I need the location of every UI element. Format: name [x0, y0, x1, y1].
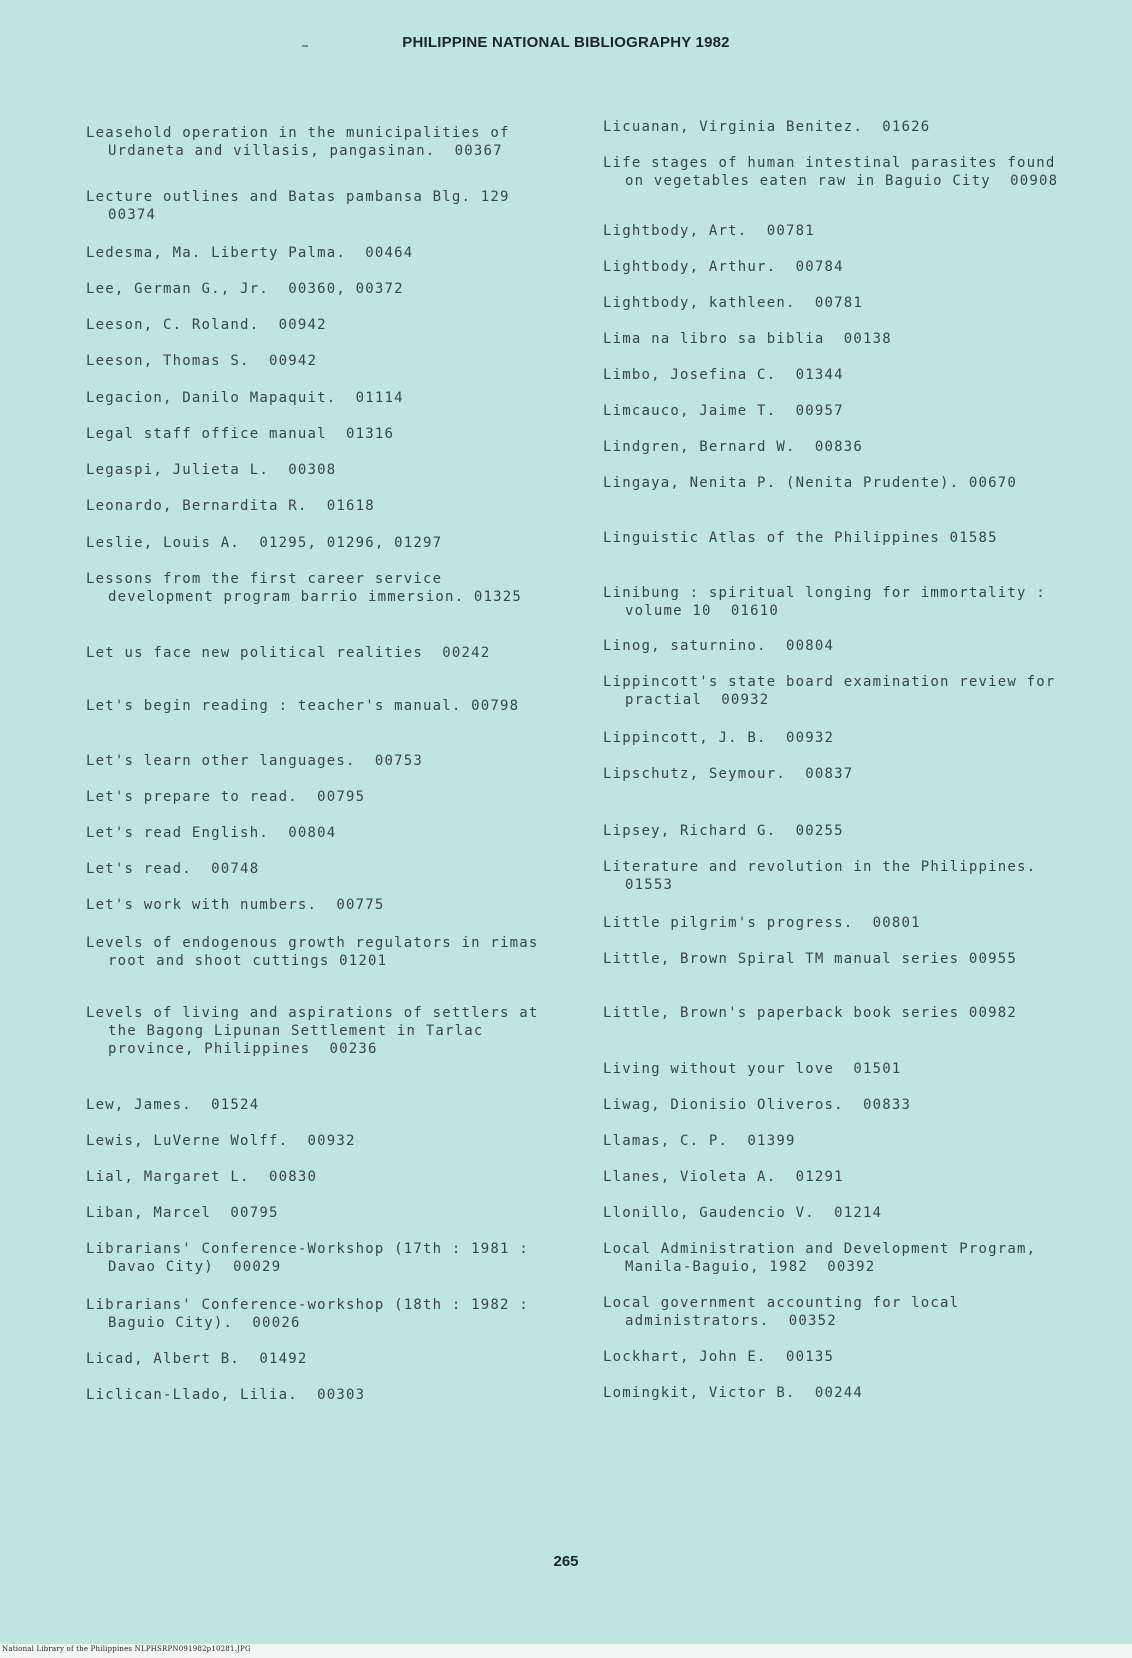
bibliography-entry: Lightbody, kathleen. 00781: [603, 295, 863, 311]
bibliography-entry: Little pilgrim's progress. 00801: [603, 915, 921, 931]
bibliography-entry: Let's begin reading : teacher's manual. 00798: [86, 698, 520, 714]
bibliography-entry: Literature and revolution in the Philippines. 01553: [603, 859, 1056, 893]
bibliography-entry: Lessons from the first career service development program barrio immersion. 01325: [86, 571, 523, 605]
bibliography-entry: Life stages of human intestinal parasites found on vegetables eaten raw in Baguio City 00908: [603, 155, 1066, 189]
bibliography-entry: Local Administration and Development Program, Manila-Baguio, 1982 00392: [603, 1241, 1046, 1275]
bibliography-entry: Limcauco, Jaime T. 00957: [603, 403, 844, 419]
bibliography-entry: Liwag, Dionisio Oliveros. 00833: [603, 1097, 912, 1113]
bibliography-entry: Licuanan, Virginia Benitez. 01626: [603, 119, 931, 135]
bibliography-entry: Let's learn other languages. 00753: [86, 753, 424, 769]
bibliography-entry: Lima na libro sa biblia 00138: [603, 331, 892, 347]
bibliography-entry: Let's prepare to read. 00795: [86, 789, 366, 805]
bibliography-entry: Linog, saturnino. 00804: [603, 638, 835, 654]
bibliography-entry: Linibung : spiritual longing for immortality : volume 10 01610: [603, 585, 1056, 619]
bibliography-entry: Lipsey, Richard G. 00255: [603, 823, 844, 839]
bibliography-entry: Leeson, Thomas S. 00942: [86, 353, 318, 369]
bibliography-entry: Licad, Albert B. 01492: [86, 1351, 308, 1367]
bibliography-entry: Ledesma, Ma. Liberty Palma. 00464: [86, 245, 414, 261]
bibliography-entry: Leeson, C. Roland. 00942: [86, 317, 327, 333]
bibliography-entry: Lockhart, John E. 00135: [603, 1349, 835, 1365]
bibliography-entry: Let's read. 00748: [86, 861, 260, 877]
bibliography-entry: Linguistic Atlas of the Philippines 01585: [603, 530, 998, 546]
bibliography-entry: Let us face new political realities 00242: [86, 645, 491, 661]
bibliography-entry: Lewis, LuVerne Wolff. 00932: [86, 1133, 356, 1149]
bibliography-entry: Lipschutz, Seymour. 00837: [603, 766, 854, 782]
bibliography-entry: Lightbody, Art. 00781: [603, 223, 815, 239]
page-number: 265: [553, 1553, 579, 1570]
bibliography-entry: Living without your love 01501: [603, 1061, 902, 1077]
bibliography-entry: Levels of endogenous growth regulators in rimas root and shoot cuttings 01201: [86, 935, 549, 969]
bibliography-entry: Legal staff office manual 01316: [86, 426, 395, 442]
bibliography-entry: Limbo, Josefina C. 01344: [603, 367, 844, 383]
bibliography-entry: Lippincott, J. B. 00932: [603, 730, 835, 746]
bibliography-entry: Let's read English. 00804: [86, 825, 337, 841]
bibliography-entry: Lecture outlines and Batas pambansa Blg. 129 00374: [86, 189, 529, 223]
bibliography-entry: Little, Brown's paperback book series 00982: [603, 1005, 1018, 1021]
bibliography-entry: Levels of living and aspirations of settlers at the Bagong Lipunan Settlement in Tarlac province, Philippines 00236: [86, 1005, 549, 1057]
bibliography-entry: Lomingkit, Victor B. 00244: [603, 1385, 863, 1401]
bibliography-entry: Liban, Marcel 00795: [86, 1205, 279, 1221]
bibliography-entry: Lee, German G., Jr. 00360, 00372: [86, 281, 404, 297]
bibliography-entry: Leslie, Louis A. 01295, 01296, 01297: [86, 535, 443, 551]
bibliography-entry: Liclican-Llado, Lilia. 00303: [86, 1387, 366, 1403]
bibliography-entry: Librarians' Conference-Workshop (17th : 1981 : Davao City) 00029: [86, 1241, 539, 1275]
bibliography-entry: Lightbody, Arthur. 00784: [603, 259, 844, 275]
scan-footer: National Library of the Philippines NLPHSRPN091982p10281.JPG: [2, 1645, 251, 1653]
bibliography-entry: Lew, James. 01524: [86, 1097, 260, 1113]
bibliography-entry: Llanes, Violeta A. 01291: [603, 1169, 844, 1185]
bibliography-entry: Lial, Margaret L. 00830: [86, 1169, 318, 1185]
bibliography-entry: Librarians' Conference-workshop (18th : 1982 : Baguio City). 00026: [86, 1297, 539, 1331]
bibliography-entry: Little, Brown Spiral TM manual series 00955: [603, 951, 1018, 967]
bibliography-entry: Leonardo, Bernardita R. 01618: [86, 498, 375, 514]
bibliography-entry: Lippincott's state board examination review for practial 00932: [603, 674, 1066, 708]
bibliography-entry: Lindgren, Bernard W. 00836: [603, 439, 863, 455]
bibliography-entry: Llonillo, Gaudencio V. 01214: [603, 1205, 883, 1221]
bibliography-entry: Legacion, Danilo Mapaquit. 01114: [86, 390, 404, 406]
bibliography-entry: Legaspi, Julieta L. 00308: [86, 462, 337, 478]
bibliography-entry: Local government accounting for local administrators. 00352: [603, 1295, 969, 1329]
page-header: PHILIPPINE NATIONAL BIBLIOGRAPHY 1982: [402, 34, 730, 51]
bibliography-entry: Lingaya, Nenita P. (Nenita Prudente). 00670: [603, 475, 1018, 491]
bibliography-entry: Llamas, C. P. 01399: [603, 1133, 796, 1149]
bibliography-entry: Let's work with numbers. 00775: [86, 897, 385, 913]
bibliography-entry: Leasehold operation in the municipalities of Urdaneta and villasis, pangasinan. 00367: [86, 125, 520, 159]
